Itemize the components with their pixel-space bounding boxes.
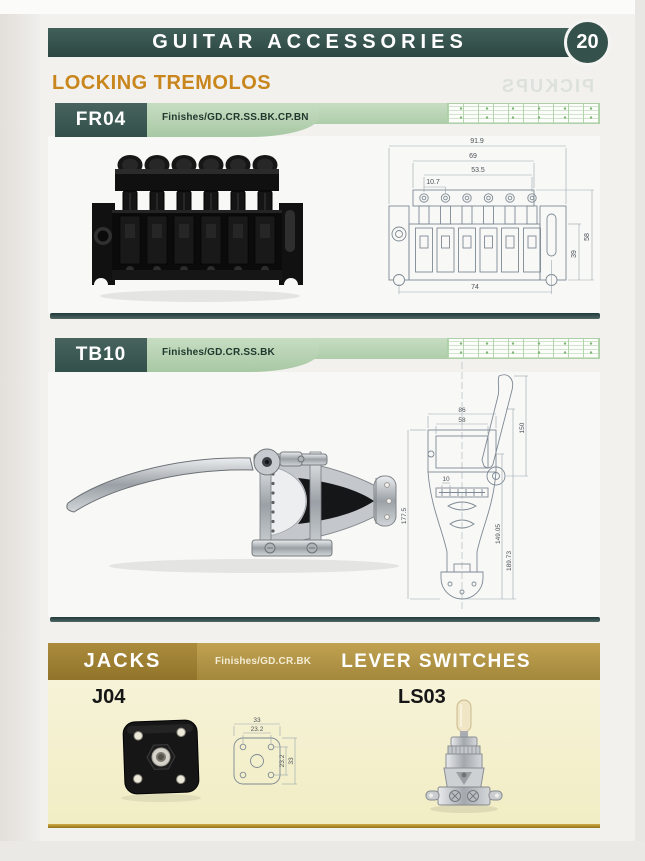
tb10-dim-body-length: 177.5	[401, 507, 408, 525]
tb10-dim-inner-width: 58	[458, 417, 466, 424]
lever-switches-heading: LEVER SWITCHES	[341, 650, 532, 672]
tb10-bottom-bar	[252, 540, 332, 556]
ls03-nut	[451, 737, 477, 746]
page-edge-top	[0, 0, 645, 14]
tb10-dim-top-width: 86	[458, 407, 466, 414]
ls03-bracket	[438, 787, 490, 805]
tb10-dim-mid-length: 149.05	[495, 524, 502, 544]
jacks-lever-banner	[48, 643, 600, 680]
tb10-finishes-label: Finishes/GD.CR.SS.BK	[162, 347, 275, 358]
j04-dim-plate-width: 33	[253, 717, 261, 724]
fr04-code-box	[55, 103, 147, 137]
jacks-heading-box	[48, 643, 197, 680]
ls03-upper-body	[446, 754, 482, 768]
ls03-product-photo	[424, 697, 504, 815]
j04-dim-plate-height: 33	[288, 757, 295, 765]
lever-heading-box	[197, 643, 600, 680]
section-divider-2	[50, 617, 600, 622]
jacks-finishes-label: Finishes/GD.CR.BK	[215, 656, 312, 667]
ls03-code: LS03	[398, 686, 446, 708]
fr04-drawing-part	[389, 190, 566, 286]
tb10-dim-arm-length: 150	[519, 422, 526, 434]
tb10-code: TB10	[75, 344, 127, 365]
fr04-dim-base-width: 74	[471, 284, 479, 291]
fr04-dim-body-height: 39	[571, 250, 578, 258]
j04-dim-hole-span-width: 23.2	[250, 726, 264, 733]
fr04-dim-total-width: 91.9	[470, 138, 484, 145]
tb10-code-box	[55, 338, 147, 372]
section-divider-1	[50, 313, 600, 319]
fr04-technical-drawing	[383, 132, 598, 307]
page-edge-bottom	[0, 841, 645, 861]
page-edge-left	[0, 0, 40, 861]
tb10-tremolo-arm	[67, 458, 253, 512]
fr04-dim-plate-width: 69	[469, 153, 477, 160]
j04-code: J04	[92, 686, 126, 708]
page-edge-right	[635, 0, 645, 861]
j04-dim-lines	[234, 724, 297, 784]
tb10-technical-drawing	[396, 356, 546, 614]
page-number-badge	[564, 19, 611, 66]
fr04-code: FR04	[75, 109, 127, 130]
tb10-post-rear	[310, 452, 321, 552]
page-title: GUITAR ACCESSORIES	[152, 31, 468, 53]
j04-drawing-part	[234, 738, 280, 784]
fr04-dim-string-spacing: 10.7	[426, 179, 440, 186]
j04-plate	[123, 720, 199, 795]
fr04-dim-stud-span: 53.5	[471, 167, 485, 174]
fr04-finishes-label: Finishes/GD.CR.SS.BK.CP.BN	[162, 112, 309, 123]
tb10-dim-roller-pitch: 10	[442, 476, 450, 483]
fr04-dim-overall-height: 58	[584, 233, 591, 241]
j04-dim-hole-span-height: 23.2	[279, 754, 286, 768]
gold-bottom-rule	[48, 824, 600, 828]
page-number: 20	[576, 31, 599, 53]
header-bar	[48, 28, 572, 57]
tb10-product-photo	[54, 400, 399, 580]
tb10-drawing-part	[428, 375, 513, 599]
fr04-product-photo	[88, 146, 312, 306]
j04-product-photo	[115, 712, 207, 804]
ls03-switch-tip	[457, 700, 471, 732]
bleed-through-text: PICKUPS	[500, 76, 595, 96]
j04-technical-drawing	[220, 714, 300, 806]
fr04-fretboard-decoration	[447, 103, 600, 124]
tb10-dim-overall-length: 189.73	[506, 551, 513, 571]
jacks-heading: JACKS	[83, 650, 162, 672]
section-heading-locking-tremolos: LOCKING TREMOLOS	[52, 72, 272, 94]
